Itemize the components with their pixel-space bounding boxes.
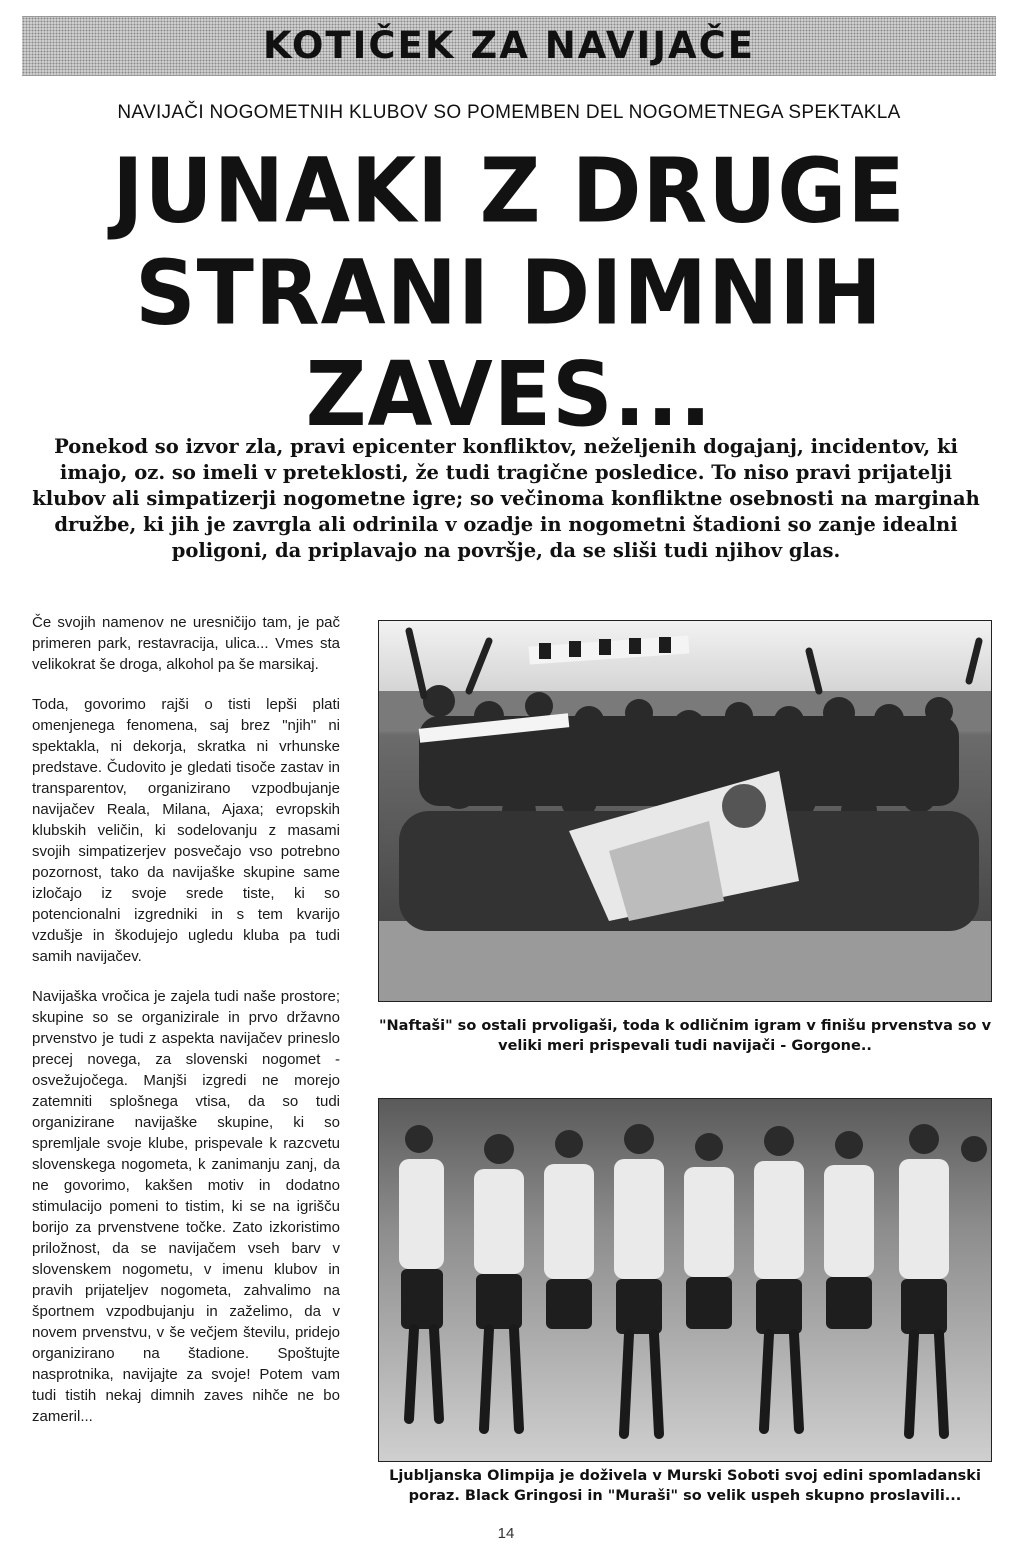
photo-caption: "Naftaši" so ostali prvoligaši, toda k odličnim igram v finišu prvenstva so v veliki meri prispevali tudi navijači - Gorgone.. (378, 1018, 992, 1054)
article-kicker: NAVIJAČI NOGOMETNIH KLUBOV SO POMEMBEN DEL NOGOMETNEGA SPEKTAKLA (117, 102, 901, 123)
section-header-band (22, 16, 996, 76)
body-paragraph: Toda, govorimo rajši o tisti lepši plati omenjenega fenomena, saj brez "njih" ni spektakla, ni dekorja, skratka ni vrhunske predstave. Čudovito je gledati tisoče zastav in transparentov, organizirano vzpodbujanje navijačev Reala, Milana, Ajaxa; evropskih klubskih veličin, ki sodelovanju z masami svojih simpatizerjev posvečajo vso potrebno pozornost, tako da navijaške skupine same izločajo iz svoje srede tiste, ki so potencionalni izgredniki in s tem kvarijo vzdušje in škodujejo ugledu kluba pa tudi samih navijačev. (32, 696, 340, 965)
article-lead: Ponekod so izvor zla, pravi epicenter konfliktov, neželjenih dogajanj, incidentov, ki imajo, oz. so imeli v preteklosti, že tudi tragične posledice. To niso pravi prijatelji klubov ali simpatizerji nogometne igre; so večinoma konfliktne osebnosti na marginah družbe, ki jih je zavrgla ali odrinila v ozadje in nogometni štadioni so zanje idealni poligoni, da priplavajo na površje, da se sliši tudi njihov glas. (32, 435, 980, 562)
headline-line: JUNAKI Z DRUGE (112, 138, 906, 243)
photo-caption: Ljubljanska Olimpija je doživela v Murski Soboti svoj edini spomladanski poraz. Black Gringosi in "Muraši" so velik uspeh skupno proslavili... (389, 1468, 981, 1504)
body-paragraph: Če svojih namenov ne uresničijo tam, je pač primeren park, restavracija, ulica... Vmes sta velikokrat še droga, alkohol pa še marsikaj. (32, 614, 340, 673)
body-paragraph: Navijaška vročica je zajela tudi naše prostore; skupine so se organizirale in prvo državno prvenstvo je tudi z aspekta navijačev prineslo precej novega, za slovenski nogomet - osvežujočega. Manjši izgredi ne morejo zatemniti splošnega vtisa, da so tudi organizirane navijaške skupine, ki so spremljale svoje klube, prispevale k razcvetu slovenskega nogometa, k zanimanju zanj, da ne govorimo, kakšen motiv in dodatno stimulacijo pomeni to tistim, ki se na igrišču borijo za prvenstvene točke. Zato izkoristimo priložnost, da se navijačem vseh barv v slovenskem nogometu, v imenu klubov in pravih prijateljev nogometa, zahvalimo na športnem vzpodbujanju in zaželimo, da v novem prvenstvu, v še večjem številu, pridejo organizirano na štadione. Spoštujte nasprotnika, navijajte za svoje! Potem vam tudi tistih nekaj dimnih zaves nihče ne bo zameril... (32, 988, 340, 1425)
article-body-column (32, 612, 340, 1446)
headline-line: ZAVES... (305, 342, 713, 447)
team-celebration-photo (378, 1098, 992, 1462)
section-title: KOTIČEK ZA NAVIJAČE (262, 24, 756, 67)
headline-line: STRANI DIMNIH (135, 240, 883, 345)
fans-crowd-photo (378, 620, 992, 1002)
team-celebration-image (379, 1099, 991, 1461)
page-number: 14 (497, 1525, 515, 1542)
fans-crowd-image (379, 621, 991, 1001)
article-headline (22, 140, 996, 445)
